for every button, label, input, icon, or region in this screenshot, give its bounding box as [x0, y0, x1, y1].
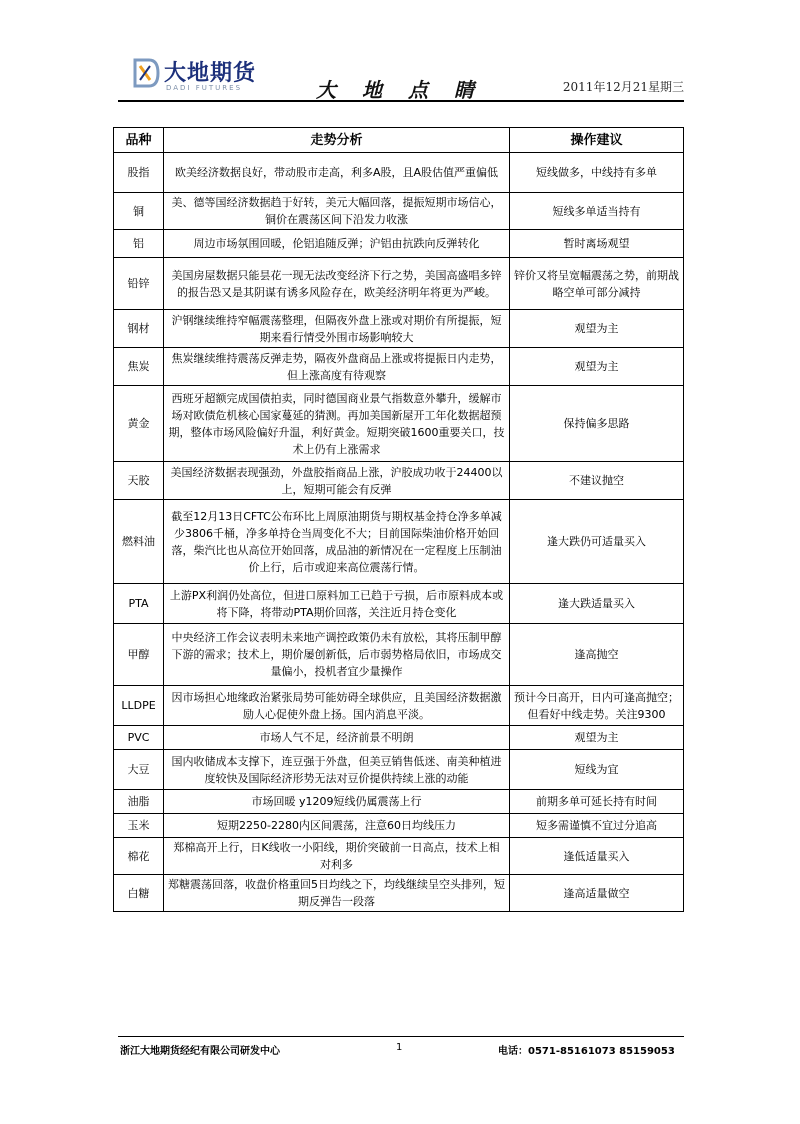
- analysis-table: [113, 127, 684, 912]
- analysis-cell: 国内收储成本支撑下，连豆强于外盘，但美豆销售低迷、南美种植进度较快及国际经济形势无法对豆价提供持续上涨的动能: [164, 750, 510, 790]
- logo-text-en: DADI FUTURES: [166, 84, 243, 92]
- logo-text-cn: 大地期货: [164, 61, 257, 86]
- analysis-cell: 上游PX利润仍处高位，但进口原料加工已趋于亏损，后市原料成本或将下降，将带动PTA期价回落，关注近月持仓变化: [164, 584, 510, 624]
- analysis-cell: 美国经济数据表现强劲，外盘胶指商品上涨，沪胶成功收于24400以上，短期可能会有反弹: [164, 462, 510, 500]
- advice-cell: 观望为主: [510, 726, 684, 750]
- page-header: [118, 52, 684, 100]
- table-row: [114, 310, 684, 348]
- advice-cell: 暂时离场观望: [510, 230, 684, 258]
- variety-cell: 玉米: [114, 814, 164, 838]
- table-row: [114, 348, 684, 386]
- variety-cell: 铝: [114, 230, 164, 258]
- advice-cell: 逢高适量做空: [510, 875, 684, 912]
- variety-cell: PTA: [114, 584, 164, 624]
- header-divider: [118, 100, 684, 102]
- analysis-cell: 因市场担心地缘政治紧张局势可能妨碍全球供应，且美国经济数据激励人心促使外盘上扬。国内消息平淡。: [164, 686, 510, 726]
- table-header-row: [114, 128, 684, 153]
- analysis-cell: 欧美经济数据良好，带动股市走高，利多A股，且A股估值严重偏低: [164, 153, 510, 193]
- advice-cell: 前期多单可延长持有时间: [510, 790, 684, 814]
- variety-cell: 股指: [114, 153, 164, 193]
- variety-cell: 燃料油: [114, 500, 164, 584]
- table-body: [114, 153, 684, 912]
- analysis-cell: 周边市场氛围回暖，伦铝追随反弹；沪铝由抗跌向反弹转化: [164, 230, 510, 258]
- analysis-cell: 郑糖震荡回落，收盘价格重回5日均线之下，均线继续呈空头排列，短期反弹告一段落: [164, 875, 510, 912]
- analysis-cell: 焦炭继续维持震荡反弹走势，隔夜外盘商品上涨或将提振日内走势，但上涨高度有待观察: [164, 348, 510, 386]
- column-header-variety: 品种: [114, 128, 164, 153]
- variety-cell: 大豆: [114, 750, 164, 790]
- column-header-analysis: 走势分析: [164, 128, 510, 153]
- table-row: [114, 750, 684, 790]
- advice-cell: 逢高抛空: [510, 624, 684, 686]
- table-row: [114, 790, 684, 814]
- table-row: [114, 258, 684, 310]
- analysis-cell: 郑棉高开上行，日K线收一小阳线，期价突破前一日高点，技术上相对利多: [164, 838, 510, 875]
- analysis-cell: 沪钢继续维持窄幅震荡整理，但隔夜外盘上涨或对期价有所提振，短期来看行情受外围市场影响较大: [164, 310, 510, 348]
- table-row: [114, 584, 684, 624]
- variety-cell: 油脂: [114, 790, 164, 814]
- analysis-cell: 美国房屋数据只能昙花一现无法改变经济下行之势，美国高盛唱多锌的报告恐又是其阴谋有诱多风险存在，欧美经济明年将更为严峻。: [164, 258, 510, 310]
- document-title: 大地点睛: [316, 78, 500, 102]
- analysis-cell: 中央经济工作会议表明未来地产调控政策仍未有放松，其将压制甲醇下游的需求；技术上，期价屡创新低，后市弱势格局依旧，市场成交量偏小，投机者宜少量操作: [164, 624, 510, 686]
- advice-cell: 保持偏多思路: [510, 386, 684, 462]
- advice-cell: 逢大跌仍可适量买入: [510, 500, 684, 584]
- analysis-cell: 西班牙超额完成国债拍卖，同时德国商业景气指数意外攀升，缓解市场对欧债危机核心国家蔓延的猜测。再加美国新屋开工年化数据超预期，整体市场风险偏好升温，利好黄金。短期突破1600重要关口，技术上仍有上涨需求: [164, 386, 510, 462]
- advice-cell: 逢低适量买入: [510, 838, 684, 875]
- footer-divider: [118, 1036, 684, 1037]
- table-row: [114, 838, 684, 875]
- table-row: [114, 814, 684, 838]
- document-date: 2011年12月21星期三: [562, 80, 684, 94]
- analysis-cell: 市场回暖 y1209短线仍属震荡上行: [164, 790, 510, 814]
- variety-cell: 铅锌: [114, 258, 164, 310]
- advice-cell: 观望为主: [510, 348, 684, 386]
- advice-cell: 观望为主: [510, 310, 684, 348]
- variety-cell: 甲醇: [114, 624, 164, 686]
- variety-cell: 天胶: [114, 462, 164, 500]
- advice-cell: 逢大跌适量买入: [510, 584, 684, 624]
- analysis-cell: 截至12月13日CFTC公布环比上周原油期货与期权基金持仓净多单减少3806千桶，净多单持仓当周变化不大；目前国际柴油价格开始回落，柴汽比也从高位开始回落，成品油的新情况在一定程度上压制油价上行，后市或迎来高位震荡行情。: [164, 500, 510, 584]
- advice-cell: 预计今日高开，日内可逢高抛空；但看好中线走势。关注9300: [510, 686, 684, 726]
- table-row: [114, 230, 684, 258]
- advice-cell: 短多需谨慎不宜过分追高: [510, 814, 684, 838]
- table-row: [114, 726, 684, 750]
- table-row: [114, 686, 684, 726]
- footer-phone: 电话：0571-85161073 85159053: [498, 1046, 675, 1057]
- advice-cell: 锌价又将呈宽幅震荡之势，前期战略空单可部分减持: [510, 258, 684, 310]
- table-row: [114, 462, 684, 500]
- logo-mark-icon: [132, 58, 160, 88]
- variety-cell: 焦炭: [114, 348, 164, 386]
- variety-cell: 棉花: [114, 838, 164, 875]
- variety-cell: LLDPE: [114, 686, 164, 726]
- footer-page-number: 1: [396, 1042, 403, 1053]
- advice-cell: 短线做多，中线持有多单: [510, 153, 684, 193]
- advice-cell: 不建议抛空: [510, 462, 684, 500]
- table-row: [114, 500, 684, 584]
- variety-cell: 黄金: [114, 386, 164, 462]
- column-header-advice: 操作建议: [510, 128, 684, 153]
- analysis-cell: 美、德等国经济数据趋于好转，美元大幅回落，提振短期市场信心，铜价在震荡区间下沿发力收涨: [164, 193, 510, 230]
- analysis-cell: 短期2250-2280内区间震荡，注意60日均线压力: [164, 814, 510, 838]
- footer-company: 浙江大地期货经纪有限公司研发中心: [120, 1046, 280, 1057]
- table-row: [114, 875, 684, 912]
- advice-cell: 短线为宜: [510, 750, 684, 790]
- table-row: [114, 624, 684, 686]
- variety-cell: PVC: [114, 726, 164, 750]
- variety-cell: 白糖: [114, 875, 164, 912]
- table-row: [114, 153, 684, 193]
- advice-cell: 短线多单适当持有: [510, 193, 684, 230]
- analysis-cell: 市场人气不足，经济前景不明朗: [164, 726, 510, 750]
- variety-cell: 钢材: [114, 310, 164, 348]
- table-row: [114, 193, 684, 230]
- table-row: [114, 386, 684, 462]
- variety-cell: 铜: [114, 193, 164, 230]
- company-logo: [132, 56, 262, 96]
